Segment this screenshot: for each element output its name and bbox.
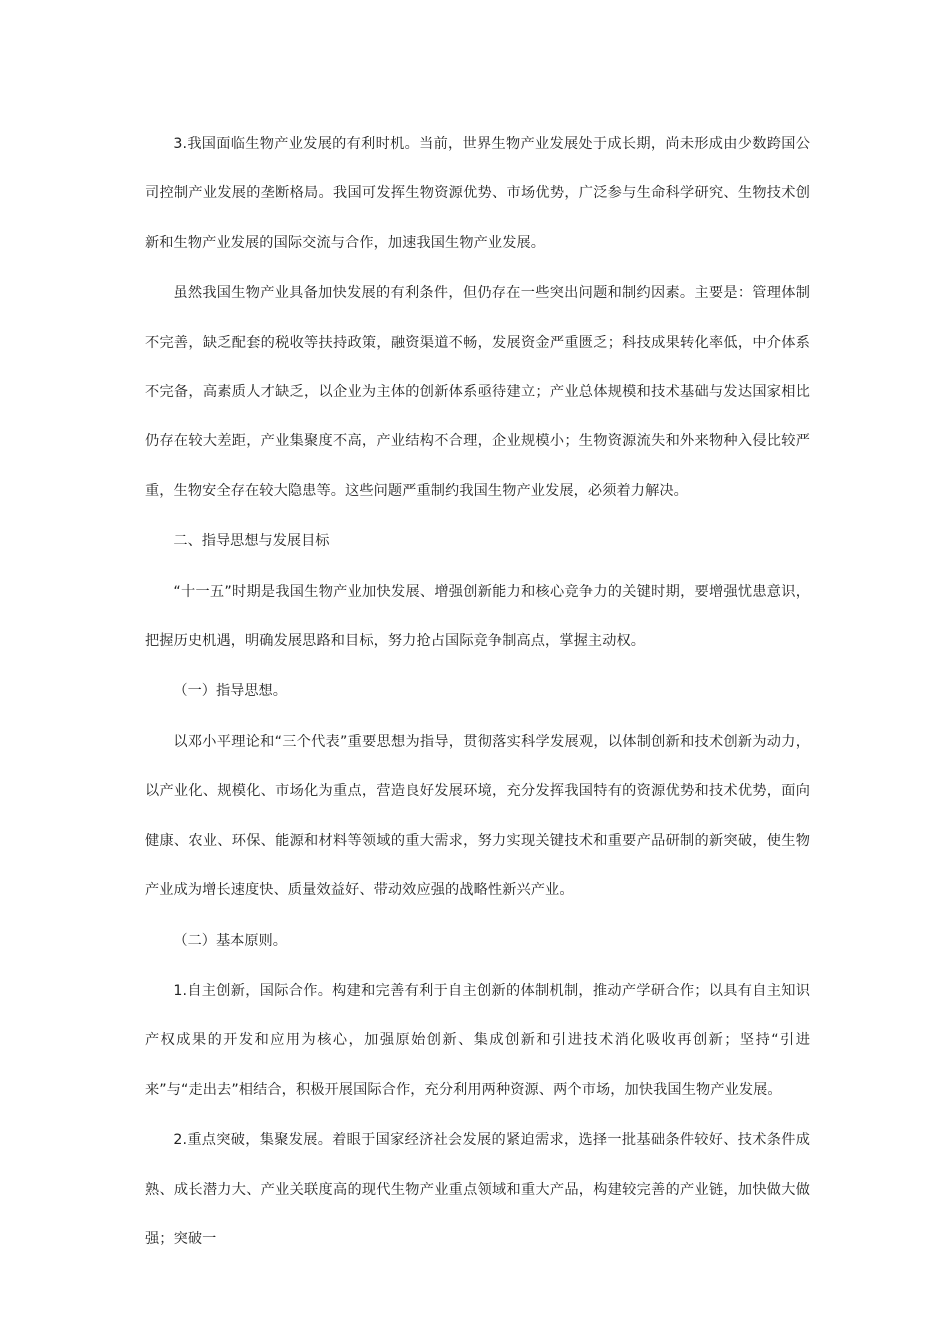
- section-heading-guiding-ideology-and-goals: 二、指导思想与发展目标: [173, 533, 330, 550]
- subheading-basic-principles: （二）基本原则。: [173, 932, 287, 949]
- paragraph-principle-2: 2.重点突破，集聚发展。着眼于国家经济社会发展的紧迫需求，选择一批基础条件较好、技术条件成熟、成长潜力大、产业关联度高的现代生物产业重点领域和重大产品，构建较完善的产业链，加快做大做强；突破一: [145, 1132, 810, 1247]
- paragraph-principle-1: 1.自主创新，国际合作。构建和完善有利于自主创新的体制机制，推动产学研合作；以具有自主知识产权成果的开发和应用为核心，加强原始创新、集成创新和引进技术消化吸收再创新；坚持“引进来”与“走出去”相结合，积极开展国际合作，充分利用两种资源、两个市场，加快我国生物产业发展。: [145, 982, 810, 1098]
- document-body: [145, 120, 810, 1265]
- subheading-guiding-ideology: （一）指导思想。: [173, 683, 287, 700]
- paragraph-opportunity: 3.我国面临生物产业发展的有利时机。当前，世界生物产业发展处于成长期，尚未形成由少数跨国公司控制产业发展的垄断格局。我国可发挥生物资源优势、市场优势，广泛参与生命科学研究、生物技术创新和生物产业发展的国际交流与合作，加速我国生物产业发展。: [145, 136, 810, 251]
- paragraph-guiding-ideology: 以邓小平理论和“三个代表”重要思想为指导，贯彻落实科学发展观，以体制创新和技术创新为动力，以产业化、规模化、市场化为重点，营造良好发展环境，充分发挥我国特有的资源优势和技术优势，面向健康、农业、环保、能源和材料等领域的重大需求，努力实现关键技术和重要产品研制的新突破，使生物产业成为增长速度快、质量效益好、带动效应强的战略性新兴产业。: [145, 733, 810, 899]
- paragraph-eleventh-five-year: “十一五”时期是我国生物产业加快发展、增强创新能力和核心竞争力的关键时期，要增强忧患意识，把握历史机遇，明确发展思路和目标，努力抢占国际竞争制高点，掌握主动权。: [145, 583, 810, 650]
- paragraph-problems: 虽然我国生物产业具备加快发展的有利条件，但仍存在一些突出问题和制约因素。主要是：管理体制不完善，缺乏配套的税收等扶持政策，融资渠道不畅，发展资金严重匮乏；科技成果转化率低，中介体系不完备，高素质人才缺乏，以企业为主体的创新体系亟待建立；产业总体规模和技术基础与发达国家相比仍存在较大差距，产业集聚度不高，产业结构不合理，企业规模小；生物资源流失和外来物种入侵比较严重，生物安全存在较大隐患等。这些问题严重制约我国生物产业发展，必须着力解决。: [145, 285, 810, 499]
